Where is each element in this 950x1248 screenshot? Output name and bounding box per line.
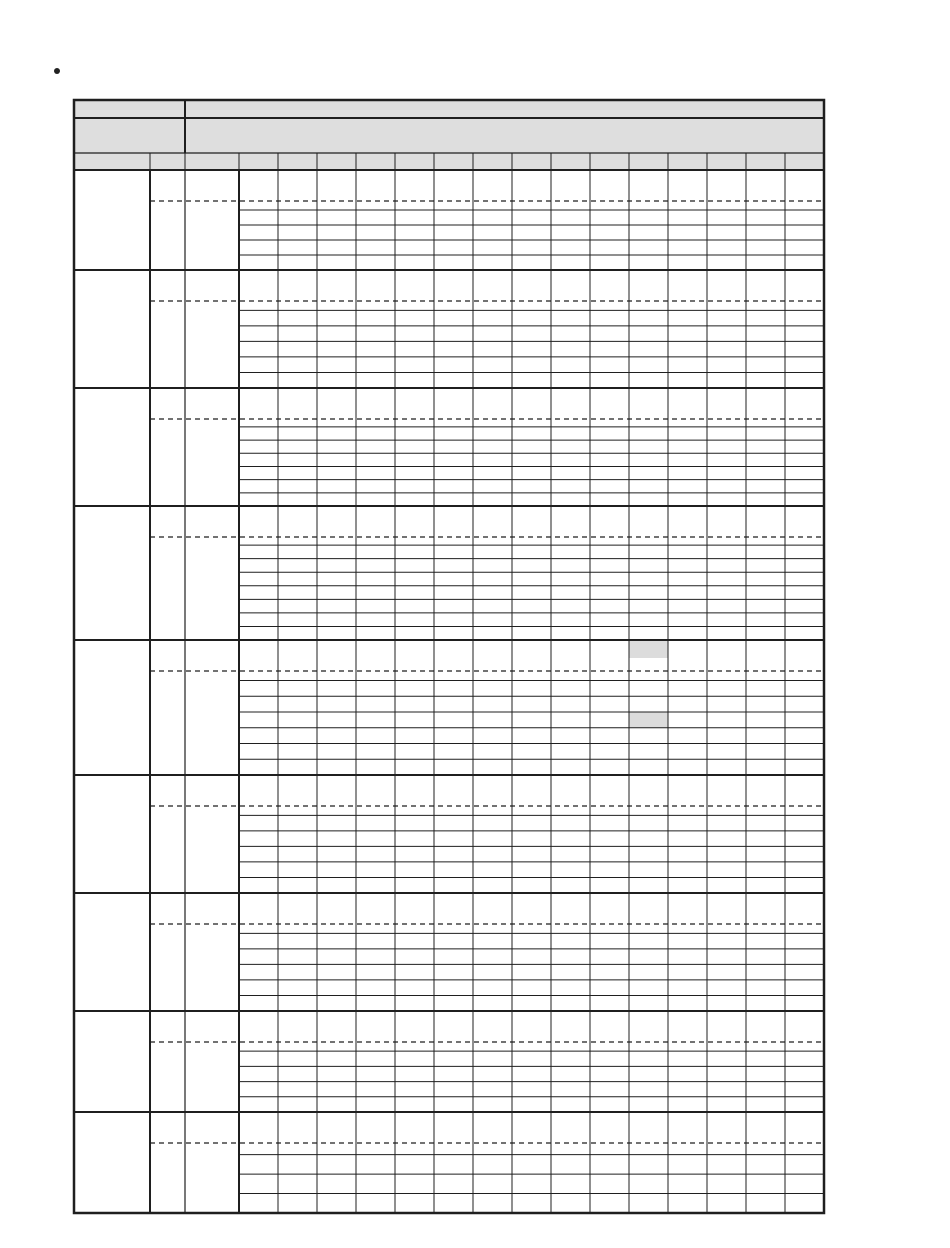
- shaded-cell: [629, 641, 668, 658]
- header-background: [74, 100, 824, 170]
- table-outer-border: [74, 100, 824, 1213]
- shaded-cell: [629, 712, 668, 728]
